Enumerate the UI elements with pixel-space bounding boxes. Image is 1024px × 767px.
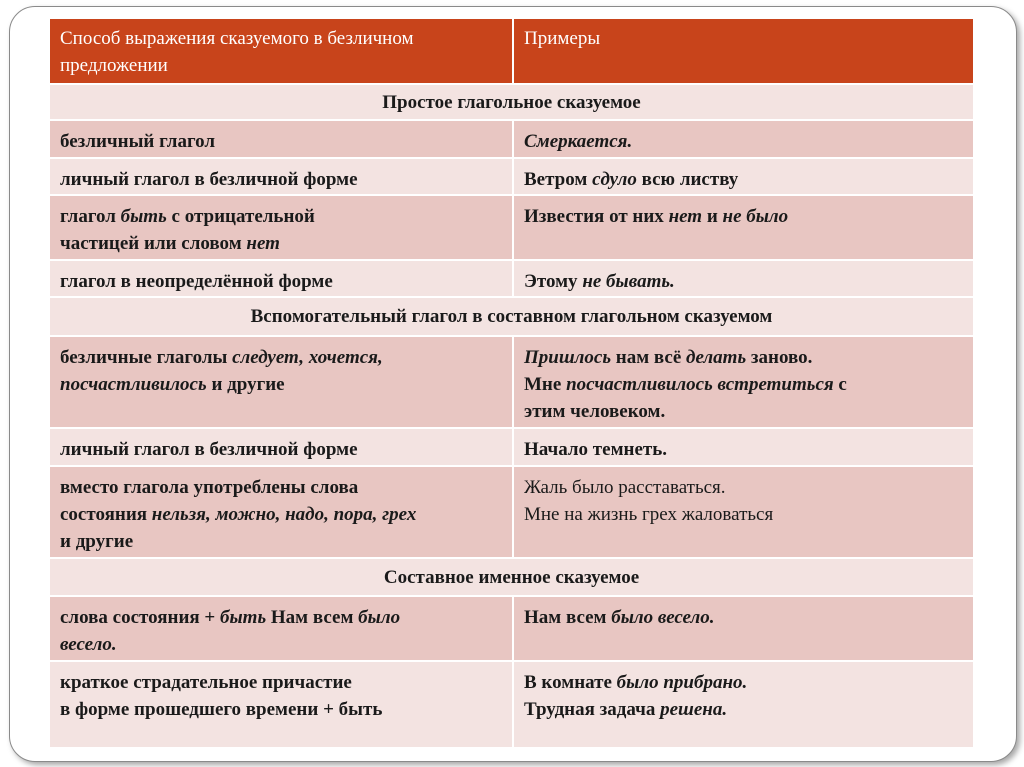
italic-part: не бывать.	[582, 271, 675, 292]
table-row	[50, 194, 973, 259]
text-part: нам всё	[611, 347, 687, 368]
cell-example	[512, 259, 973, 296]
text-part: В комнате	[524, 672, 617, 693]
section-title: Вспомогательный глагол в составном глагольном сказуемом	[50, 296, 973, 335]
italic-part: нет	[246, 233, 280, 254]
cell-example	[512, 157, 973, 194]
section-title: Простое глагольное сказуемое	[50, 83, 973, 119]
header-method: Способ выражения сказуемого в безличном предложении	[50, 19, 512, 83]
example-text: Смеркается.	[524, 131, 633, 152]
italic-part: не было	[722, 206, 789, 227]
text-part: этим человеком.	[524, 401, 666, 422]
text-part: с отрицательной	[166, 206, 315, 227]
italic-part: быть	[220, 607, 267, 628]
text-part: Мне	[524, 374, 567, 395]
text-part: вместо глагола употреблены слова	[60, 477, 359, 498]
italic-part: делать	[686, 347, 747, 368]
italic-part: было	[358, 607, 401, 628]
italic-part: было прибрано.	[616, 672, 748, 693]
italic-part: сдуло	[592, 169, 637, 190]
text-part: в форме прошедшего времени + быть	[60, 699, 383, 720]
cell-example	[512, 119, 973, 157]
cell-example	[512, 595, 973, 660]
cell-example	[512, 335, 973, 427]
italic-part: посчастливилось встретиться	[566, 374, 834, 395]
text-part: Этому	[524, 271, 583, 292]
cell-method: глагол в неопределённой форме	[50, 259, 512, 296]
text-part: Мне на жизнь грех жаловаться	[524, 504, 774, 525]
text-part: краткое страдательное причастие	[60, 672, 352, 693]
italic-part: нет	[668, 206, 703, 227]
text-part: с	[833, 374, 847, 395]
text-part: и	[702, 206, 723, 227]
section-row	[50, 557, 973, 595]
cell-method: личный глагол в безличной форме	[50, 157, 512, 194]
italic-part: быть	[120, 206, 167, 227]
table-row	[50, 119, 973, 157]
italic-part: следует, хочется,	[232, 347, 383, 368]
text-part: и другие	[206, 374, 285, 395]
section-title: Составное именное сказуемое	[50, 557, 973, 595]
cell-method	[50, 335, 512, 427]
cell-method	[50, 465, 512, 557]
italic-part: нельзя, можно, надо, пора, грех	[151, 504, 417, 525]
cell-method: личный глагол в безличной форме	[50, 427, 512, 465]
table-header-row	[50, 19, 973, 83]
text-part: Ветром	[524, 169, 593, 190]
text-part: безличные глаголы	[60, 347, 233, 368]
text-part: заново.	[746, 347, 813, 368]
text-part: Известия от них	[524, 206, 669, 227]
cell-example: Начало темнеть.	[512, 427, 973, 465]
text-part: частицей или словом	[60, 233, 247, 254]
cell-example	[512, 465, 973, 557]
cell-method	[50, 194, 512, 259]
table-row	[50, 465, 973, 557]
cell-method: безличный глагол	[50, 119, 512, 157]
table-row	[50, 157, 973, 194]
italic-part: весело.	[60, 634, 117, 655]
table-row	[50, 595, 973, 660]
text-part: Трудная задача	[524, 699, 661, 720]
cell-example	[512, 194, 973, 259]
cell-method	[50, 660, 512, 747]
header-examples: Примеры	[512, 19, 973, 83]
text-part: слова состояния +	[60, 607, 220, 628]
predicate-table	[50, 19, 973, 747]
table-row	[50, 427, 973, 465]
text-part: состояния	[60, 504, 152, 525]
cell-method	[50, 595, 512, 660]
text-part: Нам всем	[266, 607, 359, 628]
italic-part: решена.	[660, 699, 728, 720]
italic-part: посчастливилось	[60, 374, 207, 395]
text-part: глагол	[60, 206, 121, 227]
text-part: всю листву	[636, 169, 739, 190]
table-row	[50, 660, 973, 747]
italic-part: было весело.	[611, 607, 715, 628]
section-row	[50, 296, 973, 335]
text-part: Жаль было расставаться.	[524, 477, 726, 498]
table-row	[50, 335, 973, 427]
section-row	[50, 83, 973, 119]
italic-part: Пришлось	[524, 347, 612, 368]
table-row	[50, 259, 973, 296]
cell-example	[512, 660, 973, 747]
text-part: Нам всем	[524, 607, 612, 628]
text-part: и другие	[60, 531, 134, 552]
